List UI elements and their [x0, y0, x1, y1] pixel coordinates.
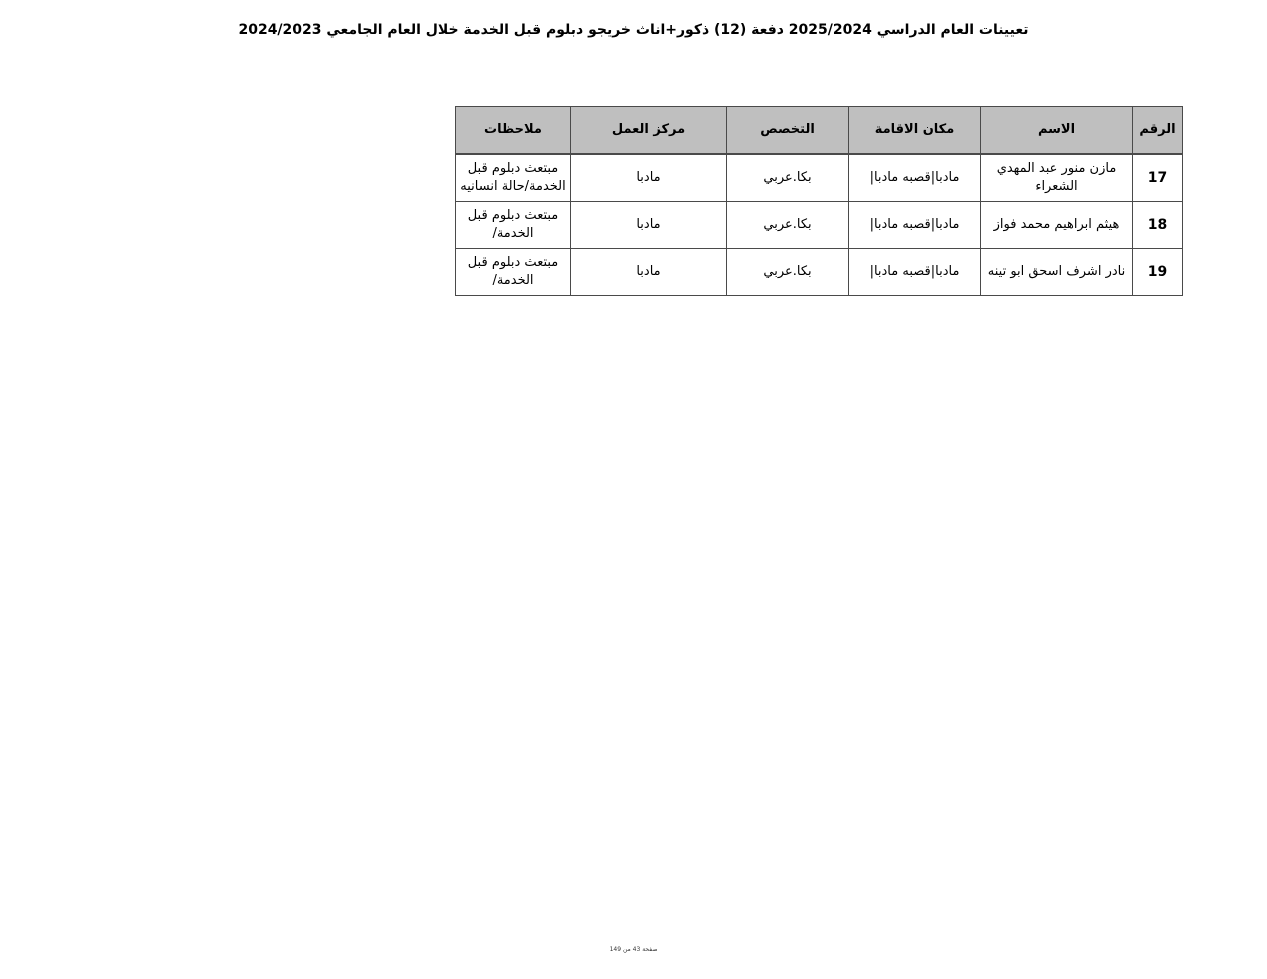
- row-name: هيثم ابراهيم محمد فواز: [981, 202, 1133, 249]
- row-work-center: مادبا: [571, 202, 727, 249]
- table-header-row: [456, 107, 1183, 155]
- row-work-center: مادبا: [571, 154, 727, 202]
- header-name: الاسم: [981, 107, 1133, 155]
- row-residence: مادبا|قصبه مادبا|: [849, 202, 981, 249]
- assignments-table: [455, 106, 1183, 296]
- row-specialization: بكا.عربي: [727, 249, 849, 296]
- row-specialization: بكا.عربي: [727, 202, 849, 249]
- row-notes: مبتعث دبلوم قبل الخدمة/: [456, 249, 571, 296]
- header-number: الرقم: [1133, 107, 1183, 155]
- page-number: صفحة 43 من 149: [609, 946, 658, 953]
- row-specialization: بكا.عربي: [727, 154, 849, 202]
- row-name: مازن منور عبد المهدي الشعراء: [981, 154, 1133, 202]
- row-notes: مبتعث دبلوم قبل الخدمة/حالة انسانيه: [456, 154, 571, 202]
- row-residence: مادبا|قصبه مادبا|: [849, 154, 981, 202]
- document-title: تعيينات العام الدراسي 2025/2024 دفعة (12) ذكور+اناث خريجو دبلوم قبل الخدمة خلال العام الجامعي 2024/2023: [238, 22, 1029, 38]
- header-specialization: التخصص: [727, 107, 849, 155]
- row-name: نادر اشرف اسحق ابو تينه: [981, 249, 1133, 296]
- header-notes: ملاحظات: [456, 107, 571, 155]
- header-residence: مكان الاقامة: [849, 107, 981, 155]
- table-row: [456, 249, 1183, 296]
- row-work-center: مادبا: [571, 249, 727, 296]
- table-row: [456, 202, 1183, 249]
- row-number: 18: [1133, 202, 1183, 249]
- row-number: 19: [1133, 249, 1183, 296]
- row-number: 17: [1133, 154, 1183, 202]
- header-work-center: مركز العمل: [571, 107, 727, 155]
- row-notes: مبتعث دبلوم قبل الخدمة/: [456, 202, 571, 249]
- table-row: [456, 154, 1183, 202]
- row-residence: مادبا|قصبه مادبا|: [849, 249, 981, 296]
